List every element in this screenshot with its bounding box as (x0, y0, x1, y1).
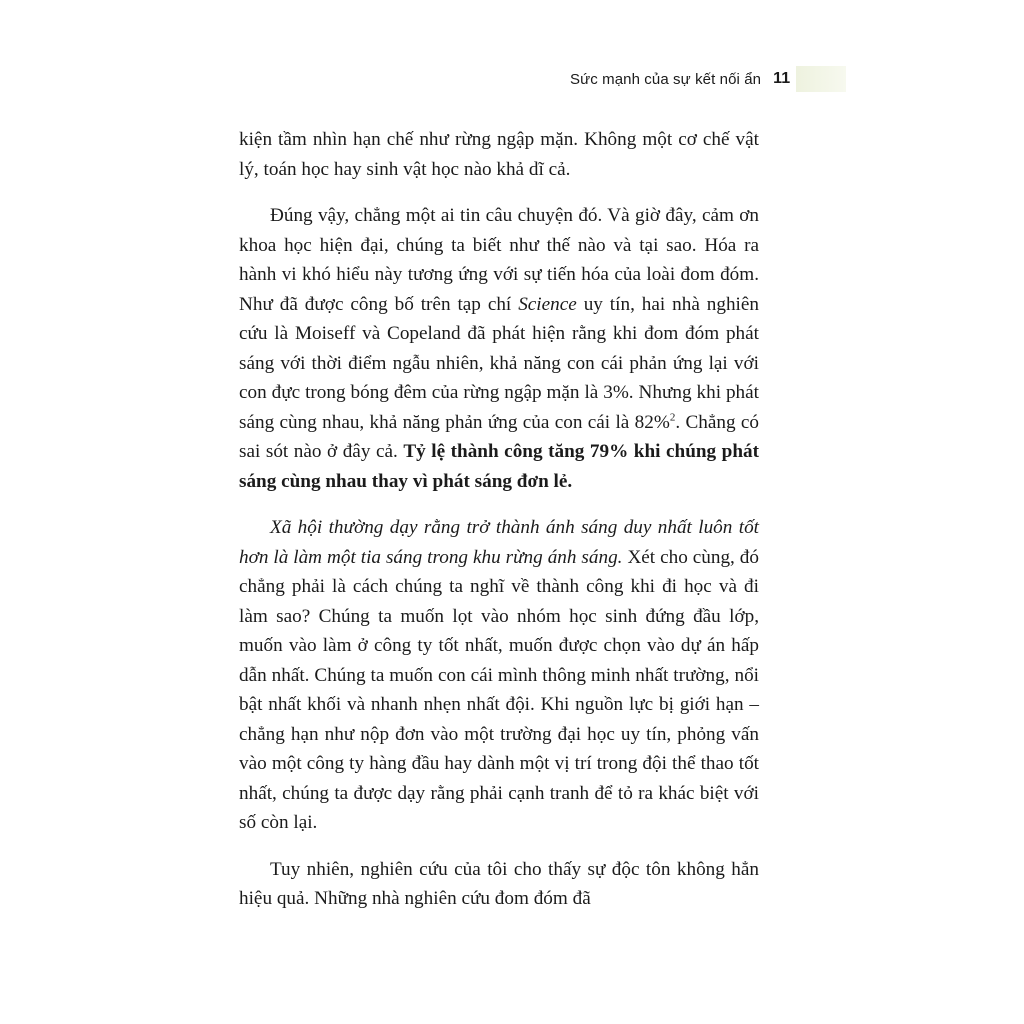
body-text (239, 125, 759, 914)
journal-name: Science (518, 293, 577, 315)
italic-statement: Xã hội thường dạy rằng trở thành ánh sáng duy nhất luôn tốt hơn là làm một tia sáng trong khu rừng ánh sáng. (239, 517, 759, 568)
footnote-marker: 2 (669, 411, 676, 424)
page-number: 11 (773, 70, 791, 87)
header-color-tab (796, 66, 846, 92)
running-header (570, 66, 846, 92)
bold-statement: Tỷ lệ thành công tăng 79% khi chúng phát sáng cùng nhau thay vì phát sáng đơn lẻ. (239, 441, 759, 492)
paragraph-continuation: kiện tầm nhìn hạn chế như rừng ngập mặn. Không một cơ chế vật lý, toán học hay sinh vật học nào khả dĩ cả. (239, 129, 759, 180)
paragraph-research: Tuy nhiên, nghiên cứu của tôi cho thấy sự độc tôn không hẳn hiệu quả. Những nhà nghiên cứu đom đóm đã (239, 858, 759, 909)
paragraph-society: Xã hội thường dạy rằng trở thành ánh sáng duy nhất luôn tốt hơn là làm một tia sáng trong khu rừng ánh sáng. Xét cho cùng, đó chẳng phải là cách chúng ta nghĩ về thành công khi đi học và đi làm sao? Chúng ta muốn lọt vào nhóm học sinh đứng đầu lớp, muốn vào làm ở công ty tốt nhất, muốn được chọn vào dự án hấp dẫn nhất. Chúng ta muốn con cái mình thông minh nhất trường, nổi bật nhất khối và nhanh nhẹn nhất đội. Khi nguồn lực bị giới hạn – chẳng hạn như nộp đơn vào một trường đại học uy tín, phỏng vấn vào một công ty hàng đầu hay dành một vị trí trong đội thể thao tốt nhất, chúng ta được dạy rằng phải cạnh tranh để tỏ ra khác biệt với số còn lại. (239, 517, 759, 833)
running-title: Sức mạnh của sự kết nối ẩn (570, 70, 762, 88)
paragraph-firefly-study: Đúng vậy, chẳng một ai tin câu chuyện đó. Và giờ đây, cảm ơn khoa học hiện đại, chúng ta biết như thế nào và tại sao. Hóa ra hành vi khó hiểu này tương ứng với sự tiến hóa của loài đom đóm. Như đã được công bố trên tạp chí Science uy tín, hai nhà nghiên cứu là Moiseff và Copeland đã phát hiện rằng khi đom đóm phát sáng với thời điểm ngẫu nhiên, khả năng con cái phản ứng lại với con đực trong bóng đêm của rừng ngập mặn là 3%. Nhưng khi phát sáng cùng nhau, khả năng phản ứng của con cái là 82%$^2$. Chẳng có sai sót nào ở đây cả. Tỷ lệ thành công tăng 79% khi chúng phát sáng cùng nhau thay vì phát sáng đơn lẻ. (239, 205, 759, 492)
